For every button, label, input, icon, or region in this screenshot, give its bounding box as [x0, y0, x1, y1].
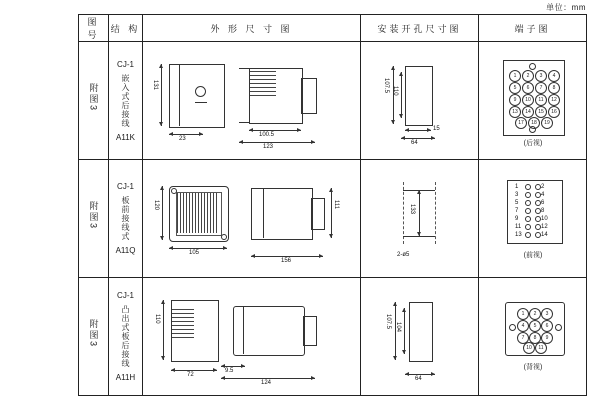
- dim-123-arrow: [239, 142, 315, 143]
- hole-drawing-2: [361, 160, 478, 277]
- cell-terminal-diagram: [479, 160, 587, 278]
- cell-structure: [109, 278, 143, 396]
- cell-hole-drawing: [361, 278, 479, 396]
- dim-105-arrow: [169, 248, 227, 249]
- dim-124-label: 124: [261, 380, 272, 386]
- terminal-pin: 7: [517, 332, 529, 344]
- terminal-pin: 13: [509, 106, 521, 118]
- dim-72-arrow: [171, 370, 217, 371]
- terminal-pin: 2: [522, 70, 534, 82]
- terminal-pin: 15: [535, 106, 547, 118]
- cell-structure: [109, 160, 143, 278]
- hole-drawing-3: [361, 278, 478, 395]
- terminal-pin: 5: [509, 82, 521, 94]
- dim-72-label: 72: [187, 372, 194, 378]
- dim-104-label: 104: [395, 322, 401, 333]
- header-structure: 结 构: [109, 15, 143, 42]
- dim-131-arrow: [161, 64, 162, 126]
- terminal-label: 6: [541, 200, 545, 206]
- terminal-pin: 9: [509, 94, 521, 106]
- structure-code: A11K: [116, 132, 135, 142]
- terminal-pin: 19: [541, 117, 553, 129]
- structure-type: 板前接线式: [121, 196, 130, 241]
- cell-outline-drawing: [143, 42, 361, 160]
- terminal-dot: [535, 200, 541, 206]
- dim-120-arrow: [162, 186, 163, 240]
- drawing-number-label: 附图3: [88, 319, 99, 349]
- dim-9-5-arrow: [221, 366, 245, 367]
- drawing-number-label: 附图3: [88, 83, 99, 113]
- mount-hole-top: [529, 63, 536, 70]
- dim-107-5-label: 107.5: [385, 314, 391, 330]
- header-outline-dimensions: 外 形 尺 寸 图: [143, 15, 361, 42]
- hole-outline: [405, 66, 433, 126]
- dim-133-arrow: [419, 190, 420, 236]
- front-view-knob: [195, 86, 206, 97]
- outline-drawing-3: [143, 278, 360, 395]
- dim-107-5-label: 107.5: [383, 78, 389, 94]
- terminal-label: 5: [515, 200, 519, 206]
- mount-hole-left: [509, 324, 516, 331]
- table-row: [79, 42, 587, 160]
- terminal-pin: 10: [523, 342, 535, 354]
- cell-hole-drawing: [361, 42, 479, 160]
- dim-110-label: 110: [392, 86, 398, 96]
- terminal-dot: [525, 208, 531, 214]
- side-view-div: [243, 306, 244, 354]
- terminal-dot: [525, 200, 531, 206]
- front-view-hole-br: [221, 234, 227, 240]
- cell-terminal-diagram: [479, 42, 587, 160]
- side-view-rear: [301, 78, 317, 114]
- terminal-dot: [525, 192, 531, 198]
- structure-type: 嵌入式后接线: [121, 73, 130, 128]
- hole-center-line-right: [435, 182, 436, 244]
- terminal-label: 11: [515, 224, 522, 230]
- terminal-dot: [525, 216, 531, 222]
- header-drawing-number: 图 号: [79, 15, 109, 42]
- terminal-diagram-3: [479, 278, 586, 395]
- dim-104-arrow: [404, 308, 405, 354]
- terminal-pin: 12: [548, 94, 560, 106]
- front-view-inner-line: [179, 64, 180, 126]
- unit-note: 单位：mm: [546, 3, 586, 12]
- dim-110-label: 110: [154, 314, 160, 324]
- terminal-dot: [525, 224, 531, 230]
- terminal-label: 7: [515, 208, 519, 214]
- terminal-view-caption: (后视): [523, 140, 543, 147]
- terminal-pin: 6: [522, 82, 534, 94]
- cell-terminal-diagram: [479, 278, 587, 396]
- cell-outline-drawing: [143, 278, 361, 396]
- terminal-label: 9: [515, 216, 519, 222]
- terminal-pin: 9: [541, 332, 553, 344]
- terminal-diagram-1: [479, 42, 586, 159]
- side-view-div: [263, 188, 264, 238]
- dim-64-label: 64: [415, 376, 422, 382]
- terminal-pin: 5: [529, 320, 541, 332]
- terminal-dot: [525, 184, 531, 190]
- terminal-dot: [525, 232, 531, 238]
- dim-64-arrow: [401, 138, 435, 139]
- table-row: [79, 160, 587, 278]
- terminal-label: 3: [515, 192, 519, 198]
- terminal-label: 1: [515, 184, 519, 190]
- terminal-pin: 8: [548, 82, 560, 94]
- structure-model: CJ-1: [117, 182, 134, 191]
- cell-hole-drawing: [361, 160, 479, 278]
- terminal-pin: 17: [515, 117, 527, 129]
- side-view-ext-bot: [239, 122, 249, 123]
- terminal-pin: 2: [529, 308, 541, 320]
- terminal-dot: [535, 208, 541, 214]
- dim-23-label: 23: [179, 136, 186, 142]
- structure-code: A11H: [115, 373, 136, 382]
- dim-23-arrow: [169, 134, 203, 135]
- structure-type: 凸出式板后接线: [121, 305, 130, 368]
- terminal-pin: 1: [509, 70, 521, 82]
- dim-131-label: 131: [152, 80, 158, 91]
- specification-table: [78, 14, 587, 396]
- terminal-label: 8: [541, 208, 545, 214]
- dim-64-arrow: [405, 374, 435, 375]
- structure-model: CJ-1: [117, 291, 134, 300]
- header-terminal-diagram: 端子图: [479, 15, 587, 42]
- table-header-row: [79, 15, 587, 42]
- dim-110-arrow: [401, 72, 402, 118]
- dim-64-label: 64: [411, 140, 418, 146]
- terminal-label: 4: [541, 192, 545, 198]
- front-view-grid: [177, 193, 219, 233]
- side-view-ext-top: [239, 68, 249, 69]
- cell-drawing-number: [79, 42, 109, 160]
- structure-code: A11Q: [115, 246, 136, 255]
- cell-structure: [109, 42, 143, 160]
- terminal-pin: 1: [517, 308, 529, 320]
- front-view-fins: [172, 308, 194, 338]
- terminal-pin: 11: [535, 94, 547, 106]
- terminal-label: 12: [541, 224, 548, 230]
- cell-drawing-number: [79, 160, 109, 278]
- terminal-pin: 10: [522, 94, 534, 106]
- terminal-dot: [535, 224, 541, 230]
- terminal-view-caption: (背视): [523, 364, 543, 371]
- terminal-dot: [535, 216, 541, 222]
- dim-15-label: 15: [433, 126, 440, 132]
- terminal-pin: 3: [541, 308, 553, 320]
- dim-100-5-arrow: [249, 130, 301, 131]
- terminal-label: 13: [515, 232, 522, 238]
- dim-123-label: 123: [263, 144, 274, 150]
- terminal-pin: 4: [548, 70, 560, 82]
- terminal-pin: 11: [535, 342, 547, 354]
- hole-center-line-left: [403, 182, 404, 244]
- dim-133-label: 133: [409, 204, 415, 215]
- dim-9-5-label: 9.5: [225, 368, 234, 374]
- side-view-tail: [311, 198, 325, 230]
- cell-outline-drawing: [143, 160, 361, 278]
- terminal-pin: 4: [517, 320, 529, 332]
- terminal-dot: [535, 184, 541, 190]
- front-view-tick: [195, 102, 207, 103]
- drawing-number-label: 附图3: [88, 201, 99, 231]
- hole-spec-label: 2-ø5: [397, 252, 410, 258]
- dim-111-arrow: [331, 188, 332, 238]
- dim-111-label: 111: [333, 200, 339, 210]
- terminal-label: 10: [541, 216, 548, 222]
- terminal-pin: 7: [535, 82, 547, 94]
- dim-15-arrow: [405, 130, 431, 131]
- outline-drawing-1: [143, 42, 360, 159]
- terminal-diagram-2: [479, 160, 586, 277]
- side-view-tail: [303, 316, 317, 346]
- hole-outline: [409, 302, 433, 362]
- outline-drawing-2: [143, 160, 360, 277]
- terminal-dot: [535, 232, 541, 238]
- terminal-dot: [535, 192, 541, 198]
- terminal-view-caption: (前视): [523, 252, 543, 259]
- dim-156-arrow: [251, 256, 323, 257]
- dim-100-5-label: 100.5: [259, 132, 275, 138]
- dim-124-arrow: [221, 378, 315, 379]
- dim-156-label: 156: [281, 258, 292, 264]
- terminal-pin: 3: [535, 70, 547, 82]
- hole-drawing-1: [361, 42, 478, 159]
- table-row: [79, 278, 587, 396]
- dim-105-label: 105: [189, 250, 200, 256]
- terminal-pin: 14: [522, 106, 534, 118]
- side-view-body: [251, 188, 313, 240]
- terminal-pin: 6: [541, 320, 553, 332]
- dim-120-label: 120: [153, 200, 159, 211]
- header-mounting-hole: 安装开孔尺寸图: [361, 15, 479, 42]
- terminal-label: 2: [541, 184, 545, 190]
- hole-bottom-edge: [403, 236, 435, 237]
- mount-hole-right: [555, 324, 562, 331]
- terminal-label: 14: [541, 232, 548, 238]
- structure-model: CJ-1: [117, 59, 134, 69]
- terminal-pin: 8: [529, 332, 541, 344]
- terminal-pin: 16: [548, 106, 560, 118]
- side-view-fins: [250, 70, 276, 96]
- cell-drawing-number: [79, 278, 109, 396]
- dim-110-arrow: [163, 300, 164, 360]
- front-view-hole-tl: [171, 188, 177, 194]
- terminal-pin: 18: [528, 117, 540, 129]
